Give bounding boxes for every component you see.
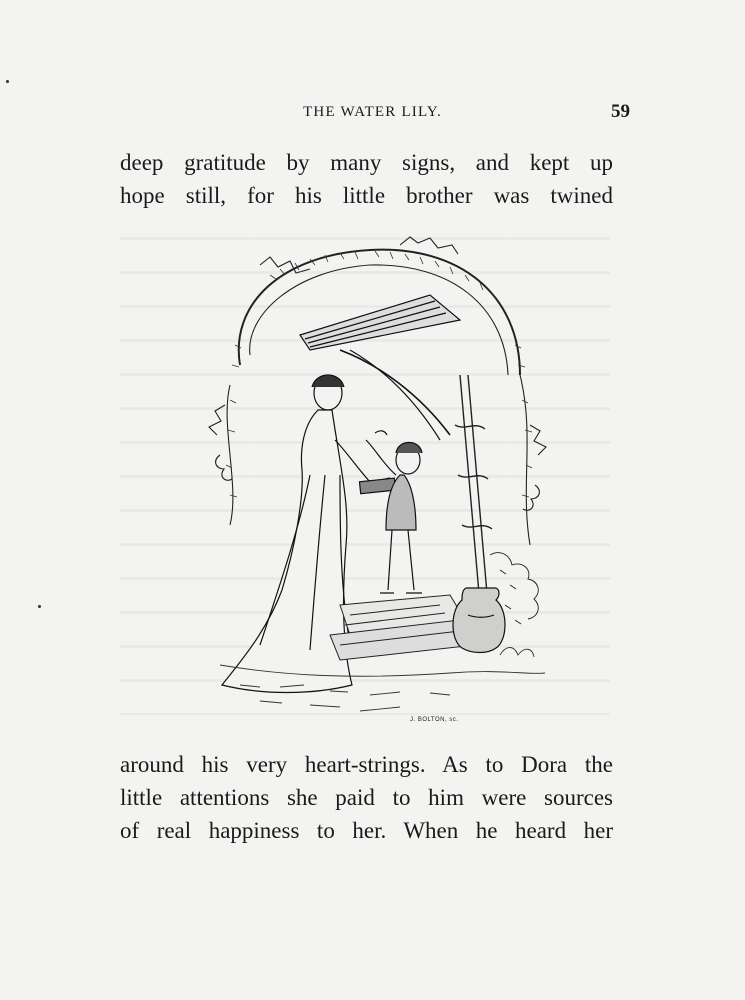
boy-figure [366, 431, 422, 593]
trellis-post [455, 375, 492, 605]
page-number: 59 [611, 101, 630, 122]
engraver-signature: J. BOLTON, sc. [410, 717, 459, 723]
paragraph-top [120, 146, 613, 212]
text-line: hope still, for his little brother was twined [120, 183, 613, 208]
text-line: around his very heart-strings. As to Dora the [120, 752, 613, 777]
running-title: THE WATER LILY. [303, 104, 442, 120]
text-line: little attentions she paid to him were sources [120, 785, 613, 810]
paper-speck [38, 605, 41, 608]
paper-speck [6, 80, 9, 83]
engraving-illustration [200, 225, 550, 725]
text-line: deep gratitude by many signs, and kept up [120, 150, 613, 175]
water-jug [453, 588, 505, 653]
foliage-arch [209, 237, 546, 545]
paragraph-bottom [120, 748, 613, 847]
text-line: of real happiness to her. When he heard her [120, 818, 613, 843]
